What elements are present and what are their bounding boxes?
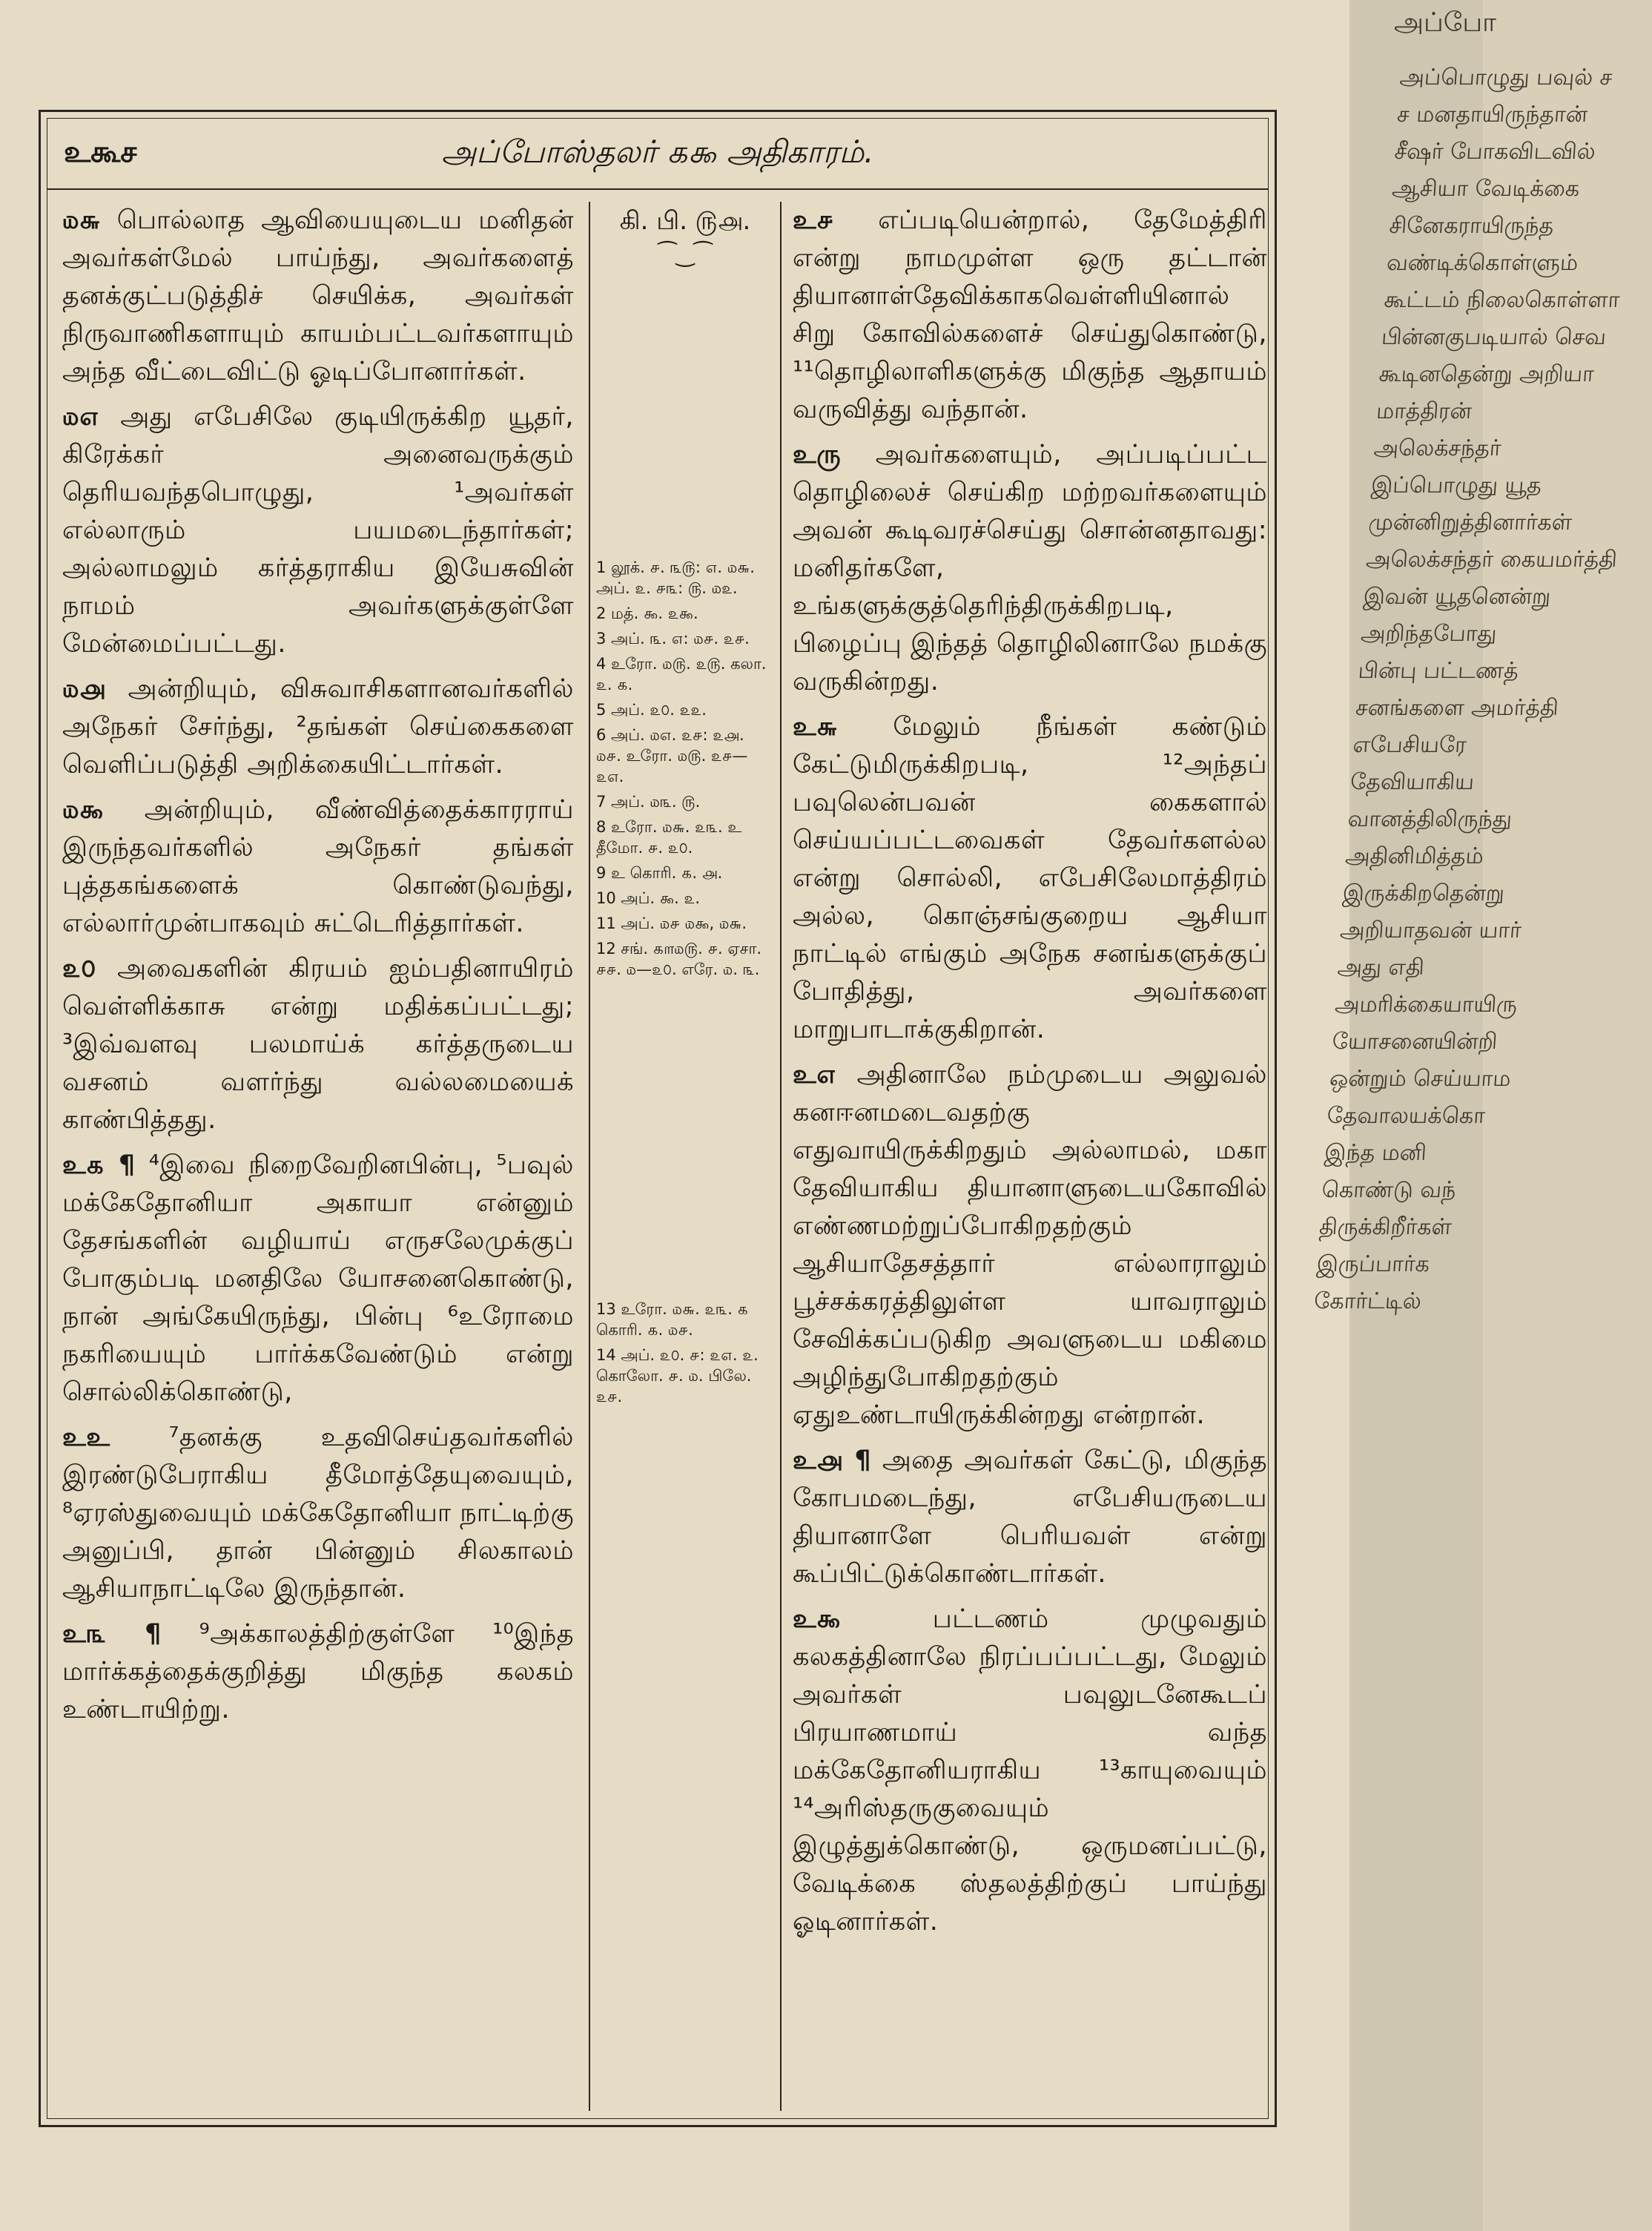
verse-paragraph	[793, 436, 1267, 701]
facing-page-line: சனங்களை அமர்த்தி	[1355, 695, 1559, 721]
verse-text: அவைகளின் கிரயம் ஐம்பதினாயிரம் வெள்ளிக்காசு என்று மதிக்கப்பட்டது; ³இவ்வளவு பலமாய்க் கர்த்தருடைய வசனம் வளர்ந்து வல்லமையைக் காண்பித்தது.	[62, 954, 574, 1135]
facing-page-line: இப்பொழுது யூத	[1370, 472, 1543, 498]
right-text-column	[793, 202, 1267, 2111]
verse-paragraph	[62, 1419, 574, 1608]
verse-text: மேலும் நீங்கள் கண்டும் கேட்டுமிருக்கிறபடி, ¹²அந்தப் பவுலென்பவன் கைகளால் செய்யப்பட்டவைகள் தேவர்களல்ல என்று சொல்லி, எபேசிலேமாத்திரம் அல்ல, கொஞ்சங்குறைய ஆசியா நாட்டில் எங்கும் அநேக சனங்களுக்குப் போதித்து, அவர்களை மாறுபாடாக்குகிறான்.	[793, 712, 1267, 1044]
running-header	[47, 119, 1268, 190]
left-text-column	[62, 202, 574, 2111]
facing-page-line: இருப்பார்க	[1315, 1251, 1431, 1277]
cross-reference: 8 உரோ. ௰௬. ௨௩. உ தீமோ. ௪. ௨௦.	[596, 818, 742, 857]
verse-number: உ௭	[793, 1060, 837, 1090]
verse-paragraph	[62, 1147, 574, 1411]
verse-text: பொல்லாத ஆவியையுடைய மனிதன் அவர்கள்மேல் பாய்ந்து, அவர்களைத் தனக்குட்படுத்திச் செயிக்க, அவர்கள் நிருவாணிகளாயும் காயம்பட்டவர்களாயும் அந்த வீட்டைவிட்டு ஓடிப்போனார்கள்.	[62, 205, 574, 386]
cross-reference: 2 மத். ௯. ௨௯.	[596, 604, 698, 622]
cross-reference: 6 அப். ௰௭. ௨௪: ௨௮. ௰௪. உரோ. ௰௫. ௨௪—௨௭.	[596, 726, 748, 785]
facing-page-line: அறியாதவன் யார்	[1339, 917, 1523, 943]
verse-number: ௰௭	[62, 402, 99, 432]
verse-number: ௰௬	[62, 205, 101, 235]
verse-paragraph	[62, 791, 574, 943]
facing-page-line: மாத்திரன்	[1375, 398, 1473, 424]
facing-page-line: சீஷர் போகவிடவில்	[1393, 139, 1596, 165]
facing-page-line: அலெக்சந்தர்	[1372, 435, 1502, 461]
cross-reference: 4 உரோ. ௰௫. ௨௫. கலா. ௨. ௧.	[596, 655, 767, 693]
verse-paragraph	[793, 1442, 1267, 1593]
cross-reference: 14 அப். ௨௦. ௪: ௨௭. ௨. கொலோ. ௪. ௰. பிலே. ௨௪.	[596, 1346, 759, 1406]
facing-page-line: இவன் யூதனென்று	[1362, 584, 1552, 610]
facing-page-line: யோசனையின்றி	[1331, 1029, 1499, 1055]
verse-number: உ௪	[793, 205, 834, 235]
facing-page-line: அலெக்சந்தர் கையமர்த்தி	[1365, 547, 1619, 573]
verse-paragraph	[793, 1601, 1267, 1941]
cross-reference: 1 லூக். ௪. ௩௫: ௭. ௰௬. அப். ௨. ௪௩: ௫. ௰௨.	[596, 558, 755, 597]
verse-paragraph	[62, 202, 574, 391]
verse-text: அது எபேசிலே குடியிருக்கிற யூதர், கிரேக்கர் அனைவருக்கும் தெரியவந்தபொழுது, ¹அவர்கள் எல்லாரும் பயமடைந்தார்கள்; அல்லாமலும் கர்த்தராகிய இயேசுவின் நாமம் அவர்களுக்குள்ளே மேன்மைப்பட்டது.	[62, 402, 574, 659]
cross-reference-column	[589, 202, 782, 2111]
verse-paragraph	[62, 398, 574, 663]
year-heading: கி. பி. ௫௮.	[619, 206, 751, 236]
facing-page-line: அது எதி	[1336, 955, 1425, 981]
verse-text: அன்றியும், விசுவாசிகளானவர்களில் அநேகர் சேர்ந்து, ²தங்கள் செய்கைகளை வெளிப்படுத்தி அறிக்கையிட்டார்கள்.	[62, 674, 574, 780]
facing-page-line: ச மனதாயிருந்தான்	[1396, 102, 1589, 128]
verse-number: ௰௯	[62, 795, 104, 825]
facing-page-line: அமரிக்கையாயிரு	[1334, 992, 1519, 1018]
page-border	[39, 110, 1277, 2127]
verse-text: பட்டணம் முழுவதும் கலகத்தினாலே நிரப்பப்பட்டது, மேலும் அவர்கள் பவுலுடனேகூடப் பிரயாணமாய் வந்த மக்கேதோனியராகிய ¹³காயுவையும் ¹⁴அரிஸ்தருகுவையும் இழுத்துக்கொண்டு, ஒருமனப்பட்டு, வேடிக்கை ஸ்தலத்திற்குப் பாய்ந்து ஓடினார்கள்.	[793, 1604, 1267, 1937]
facing-page-line: அதினிமித்தம்	[1344, 843, 1485, 869]
verse-number: உரு	[793, 440, 842, 469]
references-top	[596, 557, 774, 980]
facing-page-line: இருக்கிறதென்று	[1341, 880, 1506, 906]
chapter-title: அப்போஸ்தலர் ௧௯ அதிகாரம்.	[441, 134, 874, 170]
facing-page-line: தேவியாகிய	[1349, 769, 1476, 795]
verse-text: அவர்களையும், அப்படிப்பட்ட தொழிலைச் செய்கிற மற்றவர்களையும் அவன் கூடிவரச்செய்து சொன்னதாவது: மனிதர்களே, உங்களுக்குத்தெரிந்திருக்கிறபடி, பிழைப்பு இந்தத் தொழிலினாலே நமக்கு வருகின்றது.	[793, 440, 1267, 696]
facing-page-line: எபேசியரே	[1352, 732, 1468, 758]
verse-number: ௨௦	[62, 954, 96, 983]
verse-number: உஉ	[62, 1423, 110, 1452]
verse-text: ⁷தனக்கு உதவிசெய்தவர்களில் இரண்டுபேராகிய தீமோத்தேயுவையும், ⁸ஏரஸ்துவையும் மக்கேதோனியா நாட்டிற்கு அனுப்பி, தான் பின்னும் சிலகாலம் ஆசியாநாட்டிலே இருந்தான்.	[62, 1423, 574, 1604]
page-number: உகூச	[64, 135, 137, 169]
verse-text: ⁴இவை நிறைவேறினபின்பு, ⁵பவுல் மக்கேதோனியா அகாயா என்னும் தேசங்களின் வழியாய் எருசலேமுக்குப் போகும்படி மனதிலே யோசனைகொண்டு, நான் அங்கேயிருந்து, பின்பு ⁶உரோமை நகரியையும் பார்க்கவேண்டும் என்று சொல்லிக்கொண்டு,	[62, 1150, 574, 1407]
facing-page-line: பின்பு பட்டணத்	[1357, 658, 1520, 684]
facing-page-line: கோர்ட்டில்	[1313, 1288, 1423, 1314]
facing-page-line: கூட்டம் நிலைகொள்ளா	[1383, 287, 1621, 313]
facing-page-line: அறிந்தபோது	[1360, 621, 1498, 647]
verse-text: அதினாலே நம்முடைய அலுவல் கனஈனமடைவதற்கு எதுவாயிருக்கிறதும் அல்லாமல், மகா தேவியாகிய தியானாளுடையகோவில் எண்ணமற்றுப்போகிறதற்கும் ஆசியாதேசத்தார் எல்லாராலும் பூச்சக்கரத்திலுள்ள யாவராலும் சேவிக்கப்படுகிற அவளுடைய மகிமை அழிந்துபோகிறதற்கும் ஏதுஉண்டாயிருக்கின்றது என்றான்.	[793, 1060, 1267, 1430]
facing-page-line: இந்த மனி	[1324, 1140, 1428, 1166]
ornament: ⁀‿⁀	[658, 242, 713, 268]
cross-reference: 12 சங். ௧௱௰௫. ௪. ஏசா. ௪௪. ௰—௨௦. எரே. ௰. ௩.	[596, 940, 762, 978]
cross-reference: 10 அப். ௯. ௨.	[596, 889, 701, 907]
verse-number: ௰௮	[62, 674, 106, 704]
facing-page-line: வானத்திலிருந்து	[1347, 806, 1513, 832]
inner-border	[47, 118, 1269, 2119]
verse-paragraph	[793, 202, 1267, 429]
references-bottom	[596, 1299, 774, 1407]
facing-page-line: கொண்டு வந்	[1321, 1177, 1457, 1203]
cross-reference: 13 உரோ. ௰௬. ௨௩. ௧ கொரி. ௧. ௰௪.	[596, 1300, 749, 1339]
cross-reference: 3 அப். ௩. ௭: ௰௪. ௨௪.	[596, 630, 750, 647]
facing-page-line: திருக்கிறீர்கள்	[1318, 1214, 1453, 1240]
verse-text: அன்றியும், வீண்வித்தைக்காரராய் இருந்தவர்களில் அநேகர் தங்கள் புத்தகங்களைக் கொண்டுவந்து, எல்லார்முன்பாகவும் சுட்டெரித்தார்கள்.	[62, 795, 574, 938]
facing-page-line: முன்னிறுத்தினார்கள்	[1367, 510, 1573, 535]
verse-text: எப்படியென்றால், தேமேத்திரி என்று நாமமுள்ள ஒரு தட்டான் தியானாள்தேவிக்காகவெள்ளியினால் சிறு கோவில்களைச் செய்துகொண்டு, ¹¹தொழிலாளிகளுக்கு மிகுந்த ஆதாயம் வருவித்து வந்தான்.	[793, 205, 1267, 424]
verse-text: ⁹அக்காலத்திற்குள்ளே ¹⁰இந்த மார்க்கத்தைக்குறித்து மிகுந்த கலகம் உண்டாயிற்று.	[62, 1619, 574, 1724]
verse-paragraph	[62, 1615, 574, 1729]
verse-number: உ௩ ¶	[62, 1619, 162, 1649]
verse-number: உ௮ ¶	[793, 1446, 872, 1475]
verse-number: உ௧ ¶	[62, 1150, 136, 1180]
facing-page-line: அப்பொழுது பவுல் ச	[1398, 65, 1613, 90]
cross-reference: 5 அப். ௨௦. ௨௨.	[596, 701, 707, 719]
verse-number: உ௯	[793, 1604, 842, 1634]
facing-page-line: ஒன்றும் செய்யாம	[1329, 1066, 1512, 1092]
facing-page-line: பின்னகுபடியால் செவ	[1381, 324, 1608, 350]
facing-page-edge	[1313, 0, 1621, 2231]
verse-number: உ௬	[793, 712, 839, 742]
facing-page-line: ஆசியா வேடிக்கை	[1391, 176, 1581, 202]
facing-page-line: கூடினதென்று அறியா	[1378, 361, 1596, 387]
cross-reference: 9 உ கொரி. ௧. ௮.	[596, 864, 723, 882]
facing-page-header: அப்போ	[1394, 7, 1496, 38]
verse-text: அதை அவர்கள் கேட்டு, மிகுந்த கோபமடைந்து, எபேசியருடைய தியானாளே பெரியவள் என்று கூப்பிட்டுக்கொண்டார்கள்.	[793, 1446, 1267, 1589]
verse-paragraph	[62, 670, 574, 784]
facing-page-line: வண்டிக்கொள்ளும்	[1386, 250, 1579, 276]
verse-paragraph	[62, 950, 574, 1139]
facing-page-line: சினேகராயிருந்த	[1388, 213, 1555, 239]
verse-paragraph	[793, 1056, 1267, 1434]
verse-paragraph	[793, 708, 1267, 1049]
cross-reference: 7 அப். ௰௩. ௫.	[596, 793, 701, 811]
cross-reference: 11 அப். ௰௪ ௰௯, ௰௬.	[596, 915, 747, 932]
facing-page-line: தேவாலயக்கொ	[1326, 1103, 1487, 1129]
